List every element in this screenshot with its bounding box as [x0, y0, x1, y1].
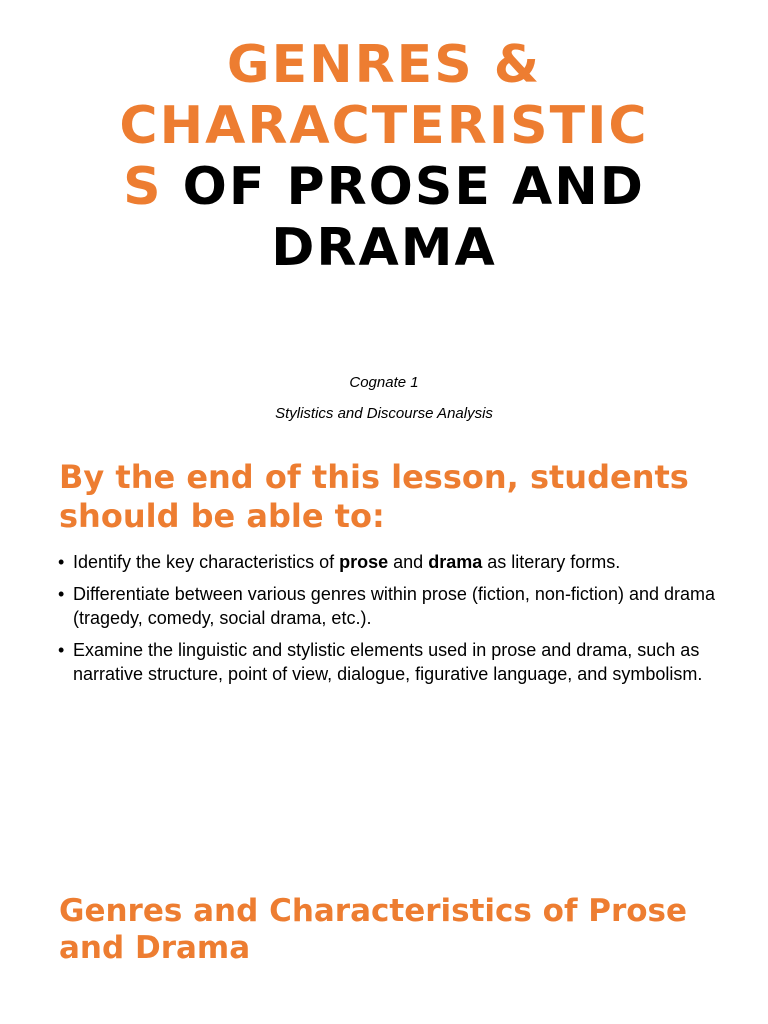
title-line-2: CHARACTERISTIC: [119, 96, 649, 156]
objective-text: as literary forms.: [482, 552, 621, 572]
objective-item: [58, 582, 718, 630]
objective-bold-term: prose: [339, 552, 389, 572]
objective-item: [58, 550, 718, 574]
bullet-marker: •: [58, 640, 65, 660]
bullet-marker: •: [58, 584, 65, 604]
objective-text: Examine the linguistic and stylistic elements used in prose and drama, such as narrative structure, point of view, dialogue, figurative language, and symbolism.: [73, 640, 703, 684]
bullet-marker: •: [58, 552, 65, 572]
slide-title: [0, 35, 768, 279]
subject-name: Stylistics and Discourse Analysis: [275, 405, 493, 422]
objective-text: and: [388, 552, 429, 572]
objective-item: [58, 638, 718, 686]
title-line-1: GENRES &: [226, 35, 542, 95]
course-name: Cognate 1: [349, 374, 419, 391]
title-line-3-accent: S: [123, 157, 163, 217]
title-line-3-rest: OF PROSE AND: [162, 157, 645, 217]
objectives-heading: By the end of this lesson, students should be able to:: [59, 458, 689, 535]
objective-text: Identify the key characteristics of: [73, 552, 340, 572]
objective-bold-term: drama: [428, 552, 483, 572]
next-section-heading: Genres and Characteristics of Prose and Drama: [59, 893, 688, 966]
objective-text: Differentiate between various genres within prose (fiction, non-fiction) and drama (tragedy, comedy, social drama, etc.).: [73, 584, 716, 628]
title-line-4: DRAMA: [271, 218, 497, 278]
objectives-list: [58, 550, 718, 694]
